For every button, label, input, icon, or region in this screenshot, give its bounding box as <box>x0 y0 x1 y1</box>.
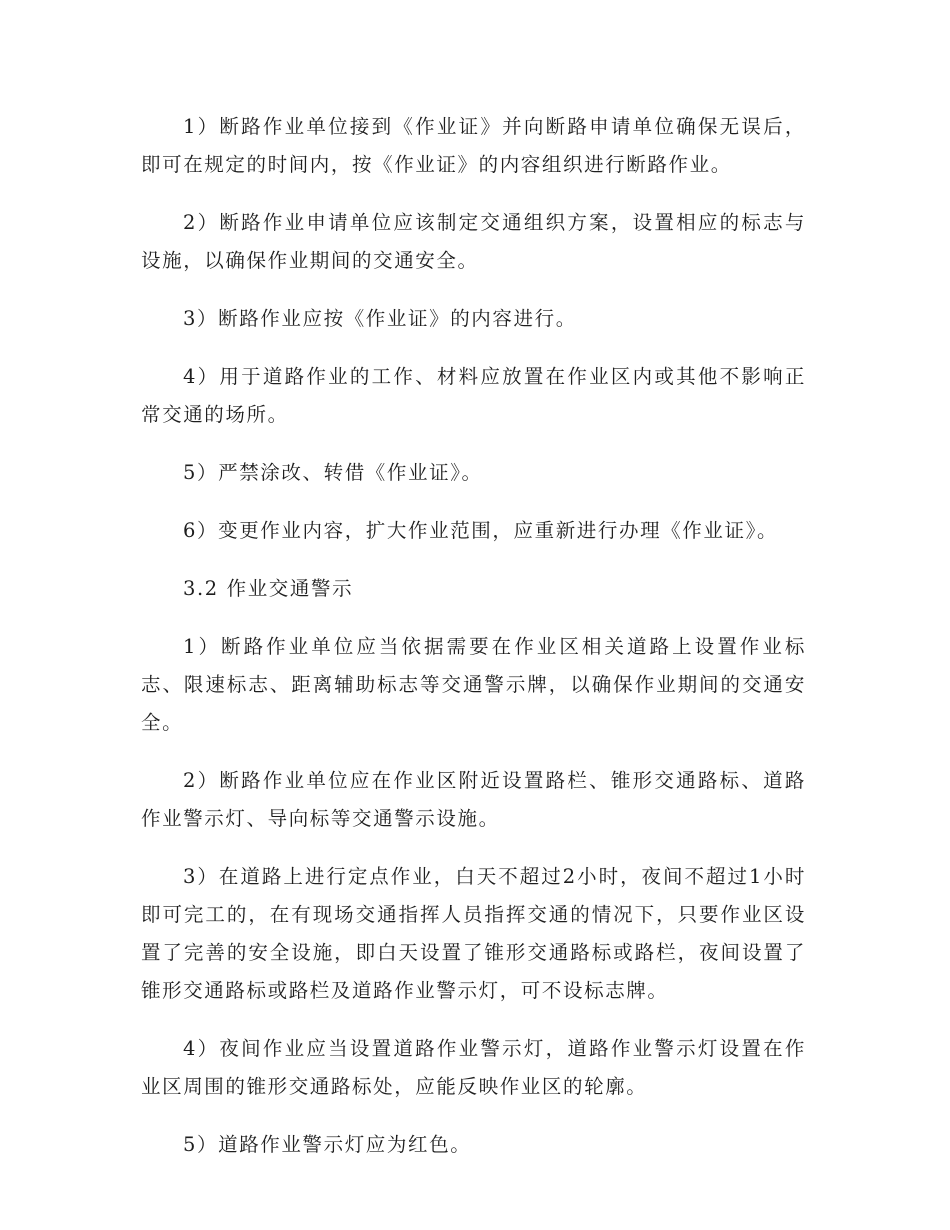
paragraph-traffic-plan: 2）断路作业申请单位应该制定交通组织方案，设置相应的标志与设施，以确保作业期间的交通安全。 <box>141 211 806 272</box>
paragraph-change-scope: 6）变更作业内容，扩大作业范围，应重新进行办理《作业证》。 <box>183 519 779 542</box>
paragraph-warning-signs: 1）断路作业单位应当依据需要在作业区相关道路上设置作业标志、限速标志、距离辅助标志等交通警示牌，以确保作业期间的交通安全。 <box>141 635 806 734</box>
paragraph-materials-placement: 4）用于道路作业的工作、材料应放置在作业区内或其他不影响正常交通的场所。 <box>141 365 806 426</box>
paragraph-permit-received: 1）断路作业单位接到《作业证》并向断路申请单位确保无误后，即可在规定的时间内，按《作业证》的内容组织进行断路作业。 <box>141 115 806 176</box>
document-body <box>141 108 806 1184</box>
section-heading-3-2: 3.2 作业交通警示 <box>183 577 354 600</box>
paragraph-warning-facilities: 2）断路作业单位应在作业区附近设置路栏、锥形交通路标、道路作业警示灯、导向标等交通警示设施。 <box>141 769 806 830</box>
paragraph-fixed-point-work: 3）在道路上进行定点作业，白天不超过2小时，夜间不超过1小时即可完工的，在有现场交通指挥人员指挥交通的情况下，只要作业区设置了完善的安全设施，即白天设置了锥形交通路标或路栏，夜间设置了锥形交通路标或路栏及道路作业警示灯，可不设标志牌。 <box>141 865 806 1002</box>
paragraph-no-alteration: 5）严禁涂改、转借《作业证》。 <box>183 461 483 484</box>
paragraph-red-lights: 5）道路作业警示灯应为红色。 <box>183 1133 472 1156</box>
paragraph-follow-permit: 3）断路作业应按《作业证》的内容进行。 <box>183 307 577 330</box>
paragraph-night-lights: 4）夜间作业应当设置道路作业警示灯，道路作业警示灯设置在作业区周围的锥形交通路标处，应能反映作业区的轮廓。 <box>141 1037 806 1098</box>
